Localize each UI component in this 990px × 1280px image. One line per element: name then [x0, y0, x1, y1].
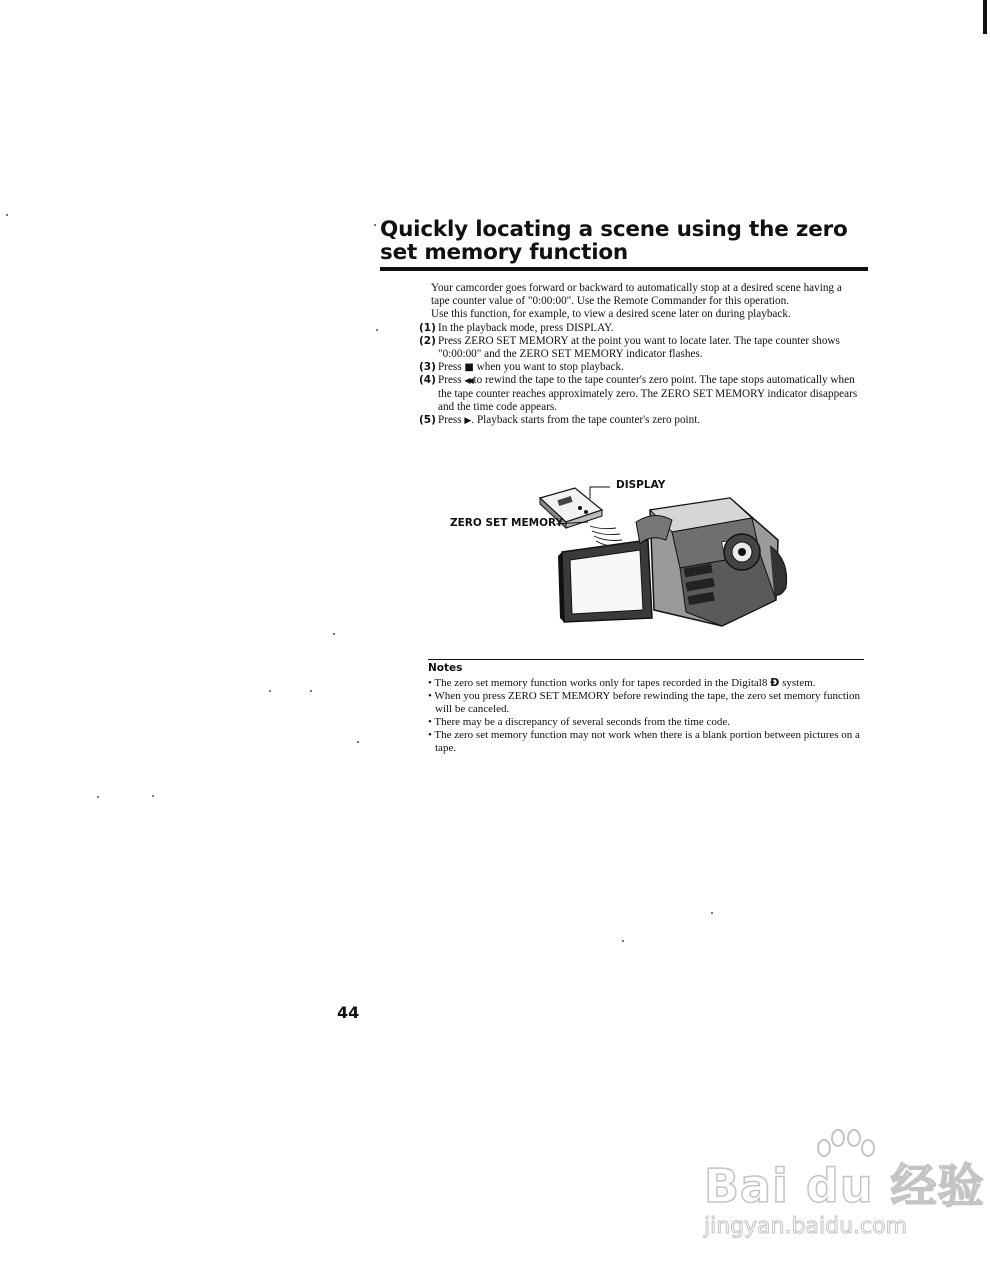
note-item: • The zero set memory function works only for tapes recorded in the Digital8 Ð system.: [428, 676, 816, 689]
note-item: • There may be a discrepancy of several seconds from the time code.: [428, 716, 731, 728]
stop-icon: ■: [464, 362, 474, 374]
notes-rule: [428, 659, 864, 660]
step-text: In the playback mode, press DISPLAY.: [438, 321, 614, 334]
step-1: [419, 321, 863, 335]
camcorder-illustration: [440, 470, 800, 640]
steps-list: [419, 321, 863, 429]
scan-speck: [6, 214, 8, 216]
watermark-url: jingyan.baidu.com: [704, 1214, 908, 1239]
step-2: [419, 334, 863, 361]
notes-section: [428, 662, 864, 755]
note-item: • When you press ZERO SET MEMORY before rewinding the tape, the zero set memory function will be canceled.: [428, 690, 860, 715]
play-icon: ▶: [464, 416, 472, 427]
scan-speck: [152, 795, 154, 797]
note-text: The zero set memory function may not work when there is a blank portion between pictures on a tape.: [434, 729, 860, 754]
step-text: Press ZERO SET MEMORY at the point you want to locate later. The tape counter shows "0:00:00" and the ZERO SET MEMORY indicator flashes.: [438, 334, 840, 361]
step-text: [438, 414, 863, 428]
lcd-panel: [558, 540, 652, 622]
step-number: (2): [419, 334, 436, 347]
scan-speck: [376, 329, 378, 331]
step-4: [419, 374, 863, 414]
page-heading: [380, 218, 868, 264]
note-text: There may be a discrepancy of several seconds from the time code.: [434, 716, 731, 728]
step-text-start: Press: [438, 414, 465, 427]
step-text-start: Press: [438, 361, 465, 374]
body-text: [419, 282, 863, 428]
step-number: (1): [419, 321, 436, 334]
scan-speck: [622, 940, 624, 942]
rewind-icon: ◀◀: [464, 376, 471, 386]
step-number: (4): [419, 374, 436, 387]
step-text-end: when you want to stop playback.: [473, 361, 624, 374]
scan-speck: [357, 741, 359, 743]
notes-list: [428, 676, 864, 755]
step-text-end: to rewind the tape to the tape counter's zero point. The tape stops automatically when the tape counter reaches approximately zero. The ZERO SET MEMORY indicator disappears and the time code appears.: [438, 374, 858, 413]
usage-paragraph: Use this function, for example, to view a desired scene later on during playback.: [431, 308, 791, 321]
step-text: [438, 374, 863, 414]
notes-title: Notes: [428, 662, 463, 674]
zero-set-memory-button-label: ZERO SET MEMORY: [450, 517, 564, 529]
scan-speck: [333, 633, 335, 635]
heading-line-2: set memory function: [380, 240, 629, 265]
step-3: [419, 361, 863, 374]
scan-edge-mark: [983, 0, 987, 34]
step-5: [419, 414, 863, 428]
watermark-brand: Bai du 经验: [704, 1159, 985, 1213]
scan-speck: [374, 224, 376, 226]
digital8-logo-icon: Ð: [770, 676, 780, 689]
note-text: The zero set memory function works only for tapes recorded in the Digital8: [434, 677, 771, 689]
camcorder-drawing: [440, 470, 800, 640]
scan-speck: [310, 690, 312, 692]
scan-speck: [711, 912, 713, 914]
display-button-label: DISPLAY: [616, 479, 666, 491]
note-text: When you press ZERO SET MEMORY before rewinding the tape, the zero set memory function will be canceled.: [434, 690, 860, 715]
baidu-jingyan-watermark: [700, 1128, 985, 1248]
step-text-start: Press: [438, 374, 465, 387]
step-text: [438, 361, 863, 374]
step-number: (3): [419, 361, 436, 374]
scan-speck: [269, 690, 271, 692]
intro-paragraph: Your camcorder goes forward or backward to automatically stop at a desired scene having a tape counter value of "0:00:00". Use the Remote Commander for this operation.: [431, 282, 842, 308]
note-item: • The zero set memory function may not work when there is a blank portion between pictures on a tape.: [428, 729, 860, 754]
step-number: (5): [419, 414, 436, 427]
page-number: 44: [337, 1003, 360, 1022]
step-text-end: . Playback starts from the tape counter's zero point.: [471, 414, 701, 427]
note-text-end: system.: [779, 677, 816, 689]
heading-line-1: Quickly locating a scene using the zero: [380, 217, 848, 242]
heading-rule: [380, 267, 868, 271]
scan-speck: [97, 796, 99, 798]
camcorder-body: [636, 498, 787, 626]
